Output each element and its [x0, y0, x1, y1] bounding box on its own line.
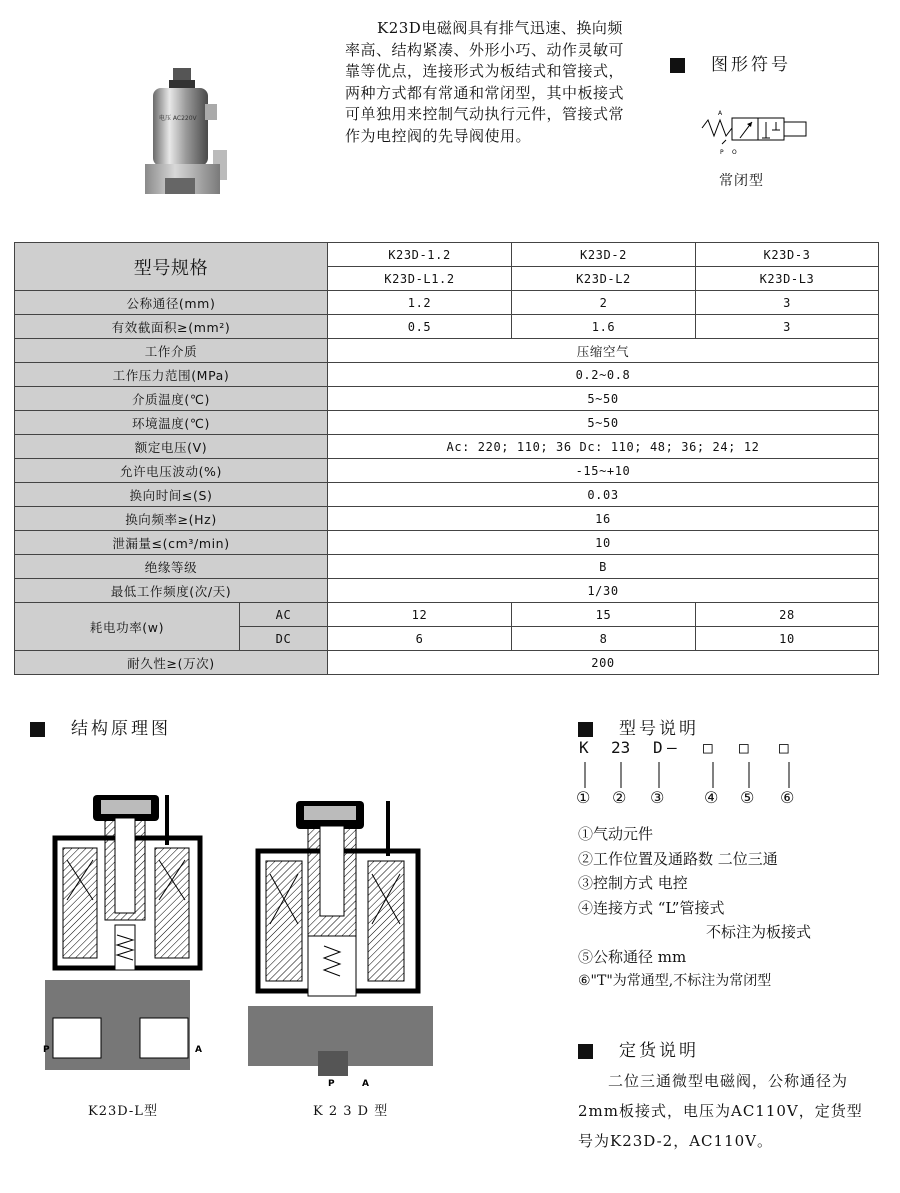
- table-row: [15, 507, 879, 531]
- row-label: 工作介质: [15, 339, 328, 363]
- bullet-square-icon: [578, 722, 593, 737]
- row-label: 最低工作频度(次/天): [15, 579, 328, 603]
- table-row: [15, 363, 879, 387]
- code-box: □: [779, 738, 789, 757]
- order-text: 二位三通微型电磁阀，公称通径为2mm板接式，电压为AC110V，定货型号为K23D-2，AC110V。: [578, 1072, 863, 1150]
- row-label: 介质温度(℃): [15, 387, 328, 411]
- cell-value: 0.2~0.8: [328, 363, 879, 387]
- code-num: ④: [704, 788, 719, 807]
- list-item: 不标注为板接式: [706, 923, 812, 941]
- cell-value: 5~50: [328, 387, 879, 411]
- cell-value: 压缩空气: [328, 339, 879, 363]
- structure-title: 结构原理图: [71, 719, 171, 739]
- row-label: 有效截面积≥(mm²): [15, 315, 328, 339]
- spec-header: 型号规格: [15, 243, 328, 291]
- bullet-square-icon: [578, 1044, 593, 1059]
- cell-value: 15: [512, 603, 696, 627]
- bullet-square-icon: [30, 722, 45, 737]
- order-title: 定货说明: [619, 1041, 699, 1061]
- row-label: 绝缘等级: [15, 555, 328, 579]
- model-title: 型号说明: [619, 719, 699, 739]
- code-num: ②: [612, 788, 627, 807]
- table-row: [15, 459, 879, 483]
- structure-port-a: A: [195, 1045, 202, 1055]
- code-d: D: [653, 738, 663, 757]
- cell-value: Ac: 220; 110; 36 Dc: 110; 48; 36; 24; 12: [328, 435, 879, 459]
- table-row: [15, 315, 879, 339]
- list-item: ④连接方式 “L”管接式: [578, 898, 725, 917]
- structure-heading: [30, 714, 171, 739]
- cell-value: 6: [328, 627, 512, 651]
- cell-value: 0.03: [328, 483, 879, 507]
- caption-k23d: K 2 3 D 型: [313, 1104, 389, 1119]
- symbol-caption: 常闭型: [719, 173, 764, 189]
- table-row: [15, 531, 879, 555]
- cell-value: 12: [328, 603, 512, 627]
- list-item: ⑤公称通径 mm: [578, 947, 687, 966]
- code-dash: —: [667, 738, 677, 757]
- structure-port-a: A: [362, 1079, 369, 1089]
- product-photo: [135, 60, 255, 200]
- code-box: □: [739, 738, 749, 757]
- symbol-port-a: A: [718, 110, 723, 117]
- cell-value: 2: [512, 291, 696, 315]
- power-dc-label: DC: [240, 627, 328, 651]
- cell-value: 0.5: [328, 315, 512, 339]
- cell-value: 10: [696, 627, 879, 651]
- row-label: 耐久性≥(万次): [15, 651, 328, 675]
- cell-value: 3: [696, 291, 879, 315]
- cell-value: 1.6: [512, 315, 696, 339]
- row-label: 换向时间≤(S): [15, 483, 328, 507]
- structure-diagram-left: [45, 790, 215, 1090]
- model-desc-list: [578, 822, 878, 994]
- model-cell: K23D-L1.2: [328, 267, 512, 291]
- row-label: 公称通径(mm): [15, 291, 328, 315]
- order-heading: [578, 1036, 699, 1061]
- caption-k23d-l: K23D-L型: [88, 1104, 158, 1119]
- photo-label-text: 电压 AC220V: [159, 115, 197, 122]
- structure-port-p: P: [328, 1079, 335, 1089]
- code-num: ①: [576, 788, 591, 807]
- model-code: [575, 738, 875, 808]
- cell-value: -15~+10: [328, 459, 879, 483]
- cell-value: 10: [328, 531, 879, 555]
- spec-table: [14, 242, 879, 675]
- cell-value: 1/30: [328, 579, 879, 603]
- list-item: ②工作位置及通路数 二位三通: [578, 849, 778, 868]
- symbol-port-o: O: [732, 149, 737, 156]
- model-cell: K23D-2: [512, 243, 696, 267]
- table-row: [15, 555, 879, 579]
- table-row: [15, 435, 879, 459]
- model-heading: [578, 714, 699, 739]
- table-row: [15, 387, 879, 411]
- code-num: ③: [650, 788, 665, 807]
- code-box: □: [703, 738, 713, 757]
- symbol-title: 图形符号: [711, 55, 791, 75]
- cell-value: 16: [328, 507, 879, 531]
- table-row: [15, 651, 879, 675]
- symbol-heading: [670, 50, 791, 75]
- power-ac-label: AC: [240, 603, 328, 627]
- model-cell: K23D-3: [696, 243, 879, 267]
- structure-port-p: P: [43, 1045, 50, 1055]
- cell-value: 5~50: [328, 411, 879, 435]
- model-cell: K23D-1.2: [328, 243, 512, 267]
- cell-value: 200: [328, 651, 879, 675]
- row-label: 换向频率≥(Hz): [15, 507, 328, 531]
- model-cell: K23D-L3: [696, 267, 879, 291]
- row-label: 环境温度(℃): [15, 411, 328, 435]
- row-label: 额定电压(V): [15, 435, 328, 459]
- symbol-port-p: P: [720, 149, 724, 156]
- list-item: ①气动元件: [578, 825, 654, 843]
- row-label: 泄漏量≤(cm³/min): [15, 531, 328, 555]
- row-label: 允许电压波动(%): [15, 459, 328, 483]
- row-label: 耗电功率(w): [15, 603, 240, 651]
- list-item: ⑥"T"为常通型,不标注为常闭型: [578, 973, 772, 989]
- table-row: [15, 483, 879, 507]
- structure-diagram-right: [248, 796, 448, 1089]
- cell-value: 8: [512, 627, 696, 651]
- list-item: ③控制方式 电控: [578, 874, 688, 892]
- table-row: [15, 291, 879, 315]
- table-row: [15, 411, 879, 435]
- code-num: ⑤: [740, 788, 755, 807]
- code-23: 23: [611, 738, 631, 757]
- code-k: K: [579, 738, 589, 757]
- table-row: [15, 339, 879, 363]
- cell-value: 28: [696, 603, 879, 627]
- table-row: [15, 603, 879, 627]
- bullet-square-icon: [670, 58, 685, 73]
- row-label: 工作压力范围(MPa): [15, 363, 328, 387]
- model-cell: K23D-L2: [512, 267, 696, 291]
- cell-value: 3: [696, 315, 879, 339]
- cell-value: 1.2: [328, 291, 512, 315]
- intro-paragraph: K23D电磁阀具有排气迅速、换向频率高、结构紧凑、外形小巧、动作灵敏可靠等优点，连接形式为板结式和管接式，两种方式都有常通和常闭型，其中板接式可单独用来控制气动执行元件，管接式常作为电控阀的先导阀使用。: [345, 19, 625, 145]
- cell-value: B: [328, 555, 879, 579]
- code-num: ⑥: [780, 788, 795, 807]
- valve-symbol: [700, 108, 810, 163]
- table-row: [15, 579, 879, 603]
